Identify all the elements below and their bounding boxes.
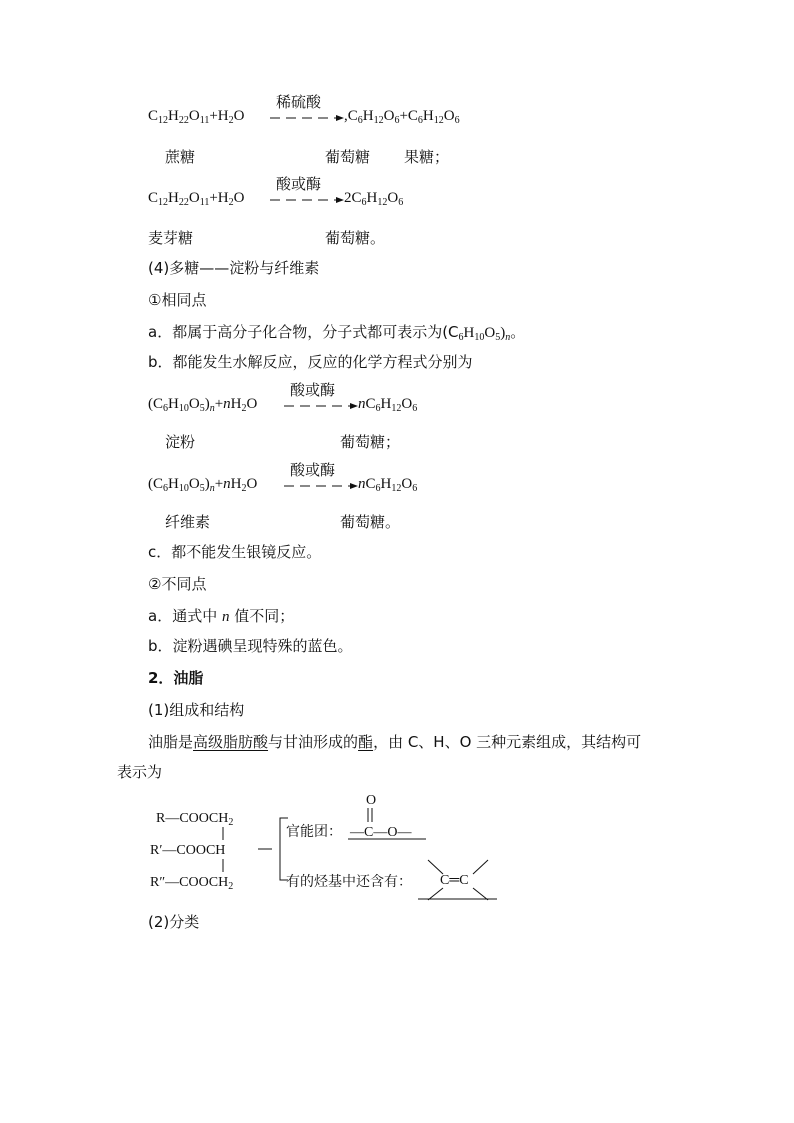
arrow-condition: 稀硫酸 xyxy=(276,93,322,111)
name-glucose: 葡萄糖； xyxy=(340,433,401,451)
list-item: b．都能发生水解反应，反应的化学方程式分别为 xyxy=(148,353,473,371)
subsection-title: ①相同点 xyxy=(148,291,207,309)
struct-row-1: $R—COOCH_2$ xyxy=(156,811,234,828)
equation-cellulose-product: $nC_6H_{12}O_6$ xyxy=(358,476,418,494)
arrow-condition: 酸或酶 xyxy=(290,381,336,399)
section-title: 2．油脂 xyxy=(148,669,204,687)
dashed-arrow-icon xyxy=(268,194,344,206)
equation-sucrose-products: $,C_6H_{12}O_6+C_6H_{12}O_6$ xyxy=(344,108,460,126)
paragraph-line: 表示为 xyxy=(117,763,163,781)
reaction-arrow xyxy=(268,174,344,208)
ester-group: —C—O— xyxy=(350,825,412,840)
subsection-title: (1)组成和结构 xyxy=(148,701,245,719)
reaction-arrow xyxy=(268,92,344,126)
list-item: c．都不能发生银镜反应。 xyxy=(148,543,322,561)
double-bond: C═C xyxy=(440,873,469,888)
reaction-arrow xyxy=(282,460,358,494)
underlined-term: 高级脂肪酸 xyxy=(193,733,269,751)
arrow-condition: 酸或酶 xyxy=(276,175,322,193)
equation-cellulose-hydrolysis: $(C_6H_{10}O_5)_n+nH_2O$ xyxy=(148,476,258,494)
name-starch: 淀粉 xyxy=(165,433,196,451)
hydrocarbon-note: 有的烃基中还含有： xyxy=(286,874,412,890)
name-cellulose: 纤维素 xyxy=(165,513,211,531)
reaction-arrow xyxy=(282,380,358,414)
equation-sucrose-hydrolysis: $C_{12}H_{22}O_{11}+H_2O$ xyxy=(148,108,245,126)
name-glucose: 葡萄糖。 xyxy=(325,229,386,247)
list-item: a．都属于高分子化合物，分子式都可表示为$(C_6H_{10}O_5)_n$。 xyxy=(148,323,526,343)
subsection-title: (2)分类 xyxy=(148,913,200,931)
fat-structure-diagram xyxy=(140,788,520,903)
paragraph-line: 油脂是高级脂肪酸与甘油形成的酯，由 C、H、O 三种元素组成，其结构可 xyxy=(148,733,642,751)
equation-maltose-hydrolysis: $C_{12}H_{22}O_{11}+H_2O$ xyxy=(148,190,245,208)
underlined-term: 酯 xyxy=(358,733,374,751)
name-fructose: 果糖； xyxy=(404,148,450,166)
name-glucose: 葡萄糖 xyxy=(325,148,371,166)
section-title: (4)多糖——淀粉与纤维素 xyxy=(148,259,320,277)
carbonyl-oxygen: O xyxy=(366,793,377,808)
dashed-arrow-icon xyxy=(282,480,358,492)
name-maltose: 麦芽糖 xyxy=(148,229,194,247)
dashed-arrow-icon xyxy=(268,112,344,124)
list-item: a．通式中 n 值不同； xyxy=(148,607,295,625)
list-item: b．淀粉遇碘呈现特殊的蓝色。 xyxy=(148,637,353,655)
arrow-condition: 酸或酶 xyxy=(290,461,336,479)
dashed-arrow-icon xyxy=(282,400,358,412)
equation-starch-hydrolysis: $(C_6H_{10}O_5)_n+nH_2O$ xyxy=(148,396,258,414)
name-sucrose: 蔗糖 xyxy=(165,148,196,166)
subsection-title: ②不同点 xyxy=(148,575,207,593)
struct-row-3: $R''—COOCH_2$ xyxy=(150,875,234,892)
struct-row-2: R′—COOCH xyxy=(150,843,226,858)
functional-group-label: 官能团： xyxy=(286,824,342,840)
equation-starch-product: $nC_6H_{12}O_6$ xyxy=(358,396,418,414)
name-glucose: 葡萄糖。 xyxy=(340,513,401,531)
equation-maltose-product: $2C_6H_{12}O_6$ xyxy=(344,190,404,208)
